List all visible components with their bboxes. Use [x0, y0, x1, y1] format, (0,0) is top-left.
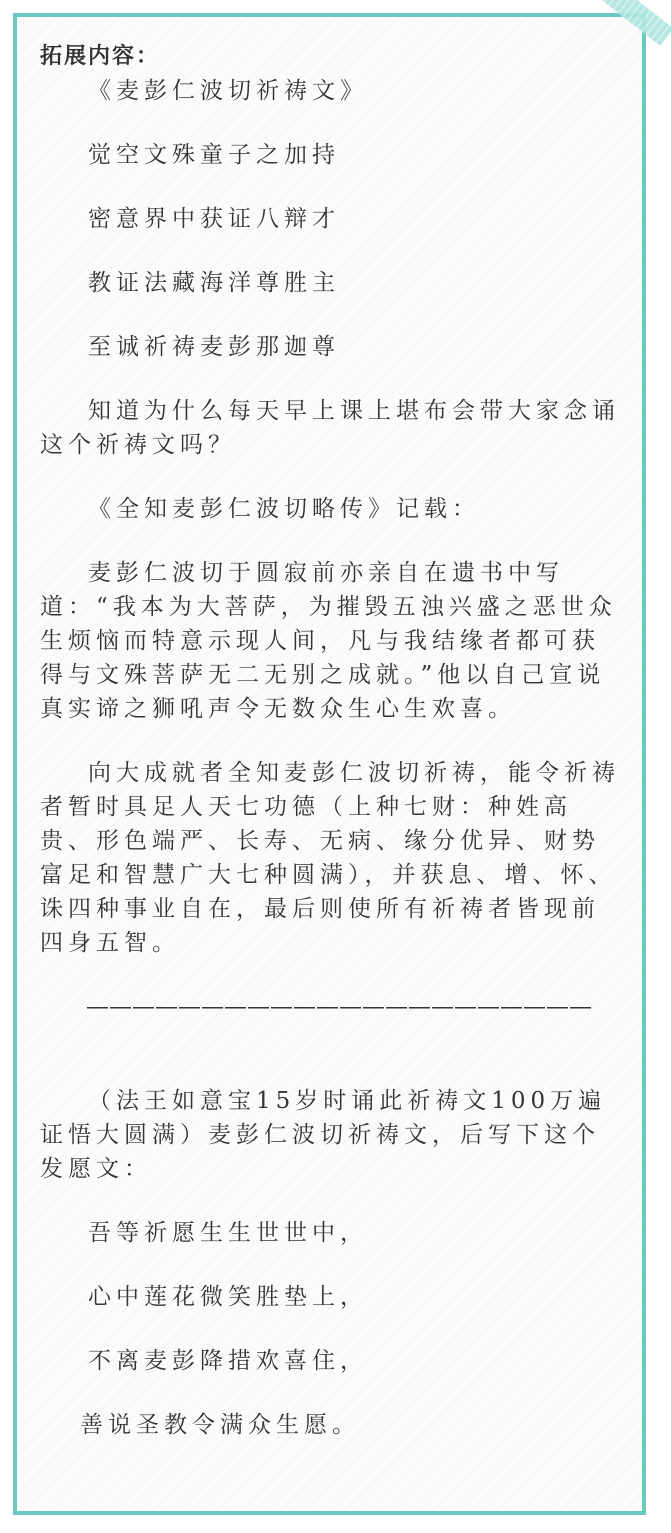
vow-line-4: 善说圣教令满众生愿。: [80, 1412, 360, 1438]
article-body: [40, 40, 620, 1442]
testament-paragraph: 麦彭仁波切于圆寂前亦亲自在遗书中写道：“我本为大菩萨，为摧毁五浊兴盛之恶世众生烦恼而特意示现人间，凡与我结缘者都可获得与文殊菩萨无二无别之成就。”他以自己宣说真实谛之狮吼声令无数众生心生欢喜。: [40, 560, 617, 722]
source-line: 《全知麦彭仁波切略传》记载：: [88, 496, 480, 522]
divider-line: ——————————————————————: [86, 994, 592, 1020]
vow-line-3: 不离麦彭降措欢喜住，: [88, 1348, 368, 1374]
benefits-paragraph: 向大成就者全知麦彭仁波切祈祷，能令祈祷者暂时具足人天七功德（上种七财：种姓高贵、形色端严、长寿、无病、缘分优异、财势富足和智慧广大七种圆满），并获息、增、怀、诛四种事业自在，最后则使所有祈祷者皆现前四身五智。: [40, 760, 620, 956]
section-heading: 拓展内容：: [40, 44, 161, 69]
question-paragraph: 知道为什么每天早上课上堪布会带大家念诵这个祈祷文吗？: [40, 398, 620, 458]
verse-line-1: 觉空文殊童子之加持: [88, 142, 340, 168]
verse-line-4: 至诚祈祷麦彭那迦尊: [88, 334, 340, 360]
vow-line-1: 吾等祈愿生生世世中，: [88, 1220, 368, 1246]
vow-line-2: 心中莲花微笑胜垫上，: [88, 1284, 368, 1310]
verse-line-2: 密意界中获证八辩才: [88, 206, 340, 232]
vow-intro-paragraph: （法王如意宝15岁时诵此祈祷文100万遍证悟大圆满）麦彭仁波切祈祷文，后写下这个发愿文：: [40, 1088, 607, 1182]
verse-line-3: 教证法藏海洋尊胜主: [88, 270, 340, 296]
prayer-title: 《麦彭仁波切祈祷文》: [88, 78, 368, 104]
